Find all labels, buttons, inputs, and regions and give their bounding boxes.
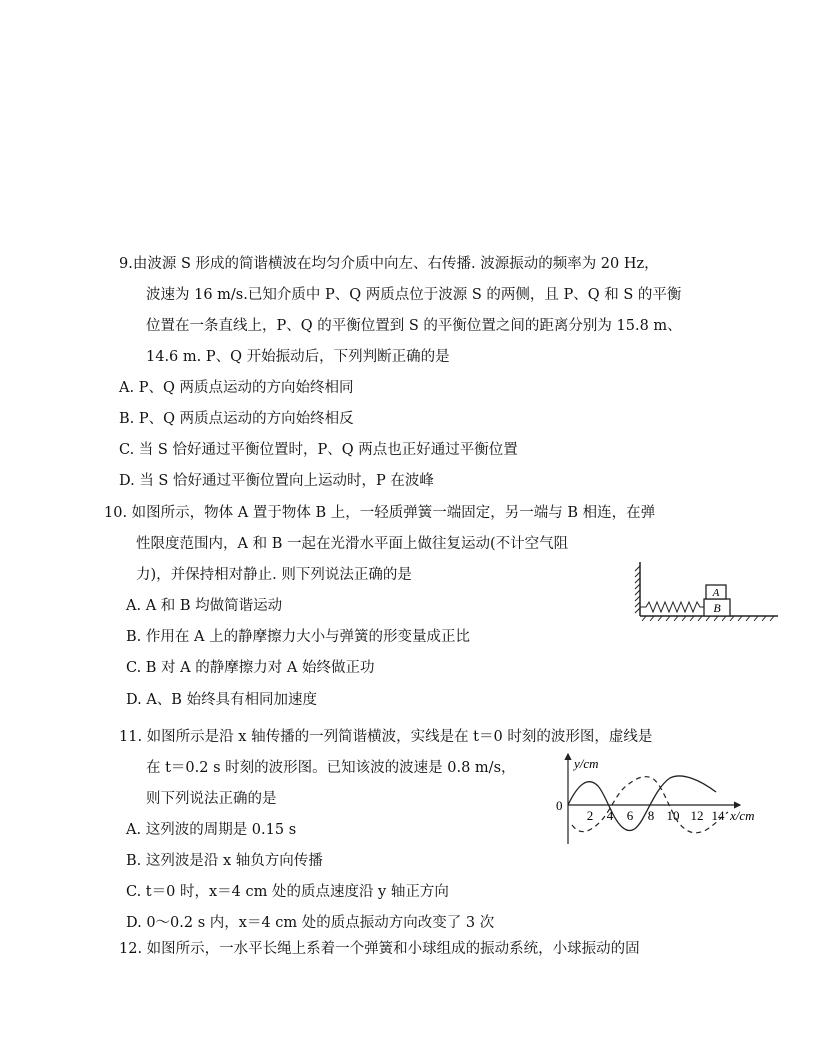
q11-option-a: A. 这列波的周期是 0.15 s xyxy=(126,822,297,838)
x-tick-label: 4 xyxy=(606,808,614,823)
q12-stem-line-1: 12. 如图所示，一水平长绳上系着一个弹簧和小球组成的振动系统，小球振动的固 xyxy=(119,941,640,957)
x-tick-label: 14 xyxy=(711,808,725,823)
q11-stem-line-2: 在 t＝0.2 s 时刻的波形图。已知该波的波速是 0.8 m/s， xyxy=(146,760,516,776)
spring xyxy=(640,602,704,612)
origin-label: 0 xyxy=(556,798,563,813)
q10-stem-line-3: 力)，并保持相对静止. 则下列说法正确的是 xyxy=(136,567,412,583)
q9-stem-line-2: 波速为 16 m/s.已知介质中 P、Q 两质点位于波源 S 的两侧，且 P、Q 和 S 的平衡 xyxy=(146,287,682,303)
q11-wave-graph xyxy=(550,750,772,846)
q10-option-d: D. A、B 始终具有相同加速度 xyxy=(126,692,318,708)
x-axis-label: x/cm xyxy=(730,808,755,823)
q11-stem-line-3: 则下列说法正确的是 xyxy=(146,791,277,807)
q9-stem-line-4: 14.6 m. P、Q 开始振动后，下列判断正确的是 xyxy=(146,349,450,365)
x-tick-label: 12 xyxy=(690,808,704,823)
q9-option-d: D. 当 S 恰好通过平衡位置向上运动时，P 在波峰 xyxy=(119,473,434,489)
q9-stem-line-3: 位置在一条直线上，P、Q 的平衡位置到 S 的平衡位置之间的距离分别为 15.8 m、 xyxy=(146,318,682,334)
q11-option-c: C. t＝0 时，x＝4 cm 处的质点速度沿 y 轴正方向 xyxy=(126,884,449,900)
block-a-label: A xyxy=(712,587,720,599)
q10-stem-line-1: 10. 如图所示，物体 A 置于物体 B 上，一轻质弹簧一端固定，另一端与 B 相连，在弹 xyxy=(104,505,656,521)
q11-option-d: D. 0～0.2 s 内，x＝4 cm 处的质点振动方向改变了 3 次 xyxy=(126,915,495,931)
q11-option-b: B. 这列波是沿 x 轴负方向传播 xyxy=(126,853,323,869)
q9-option-b: B. P、Q 两质点运动的方向始终相反 xyxy=(119,411,354,427)
y-axis-label: y/cm xyxy=(574,756,599,771)
x-tick-label: 6 xyxy=(626,808,634,823)
q10-option-a: A. A 和 B 均做简谐运动 xyxy=(126,598,283,614)
q10-stem-line-2: 性限度范围内，A 和 B 一起在光滑水平面上做往复运动(不计空气阻 xyxy=(136,536,569,552)
x-tick-label: 2 xyxy=(586,808,594,823)
x-tick-label: 8 xyxy=(647,808,655,823)
q10-option-c: C. B 对 A 的静摩擦力对 A 始终做正功 xyxy=(126,660,375,676)
q10-option-b: B. 作用在 A 上的静摩擦力大小与弹簧的形变量成正比 xyxy=(126,629,471,645)
q9-option-c: C. 当 S 恰好通过平衡位置时，P、Q 两点也正好通过平衡位置 xyxy=(119,442,518,458)
q9-stem-line-1: 9.由波源 S 形成的简谐横波在均匀介质中向左、右传播. 波源振动的频率为 20 Hz， xyxy=(119,256,659,272)
q9-option-a: A. P、Q 两质点运动的方向始终相同 xyxy=(119,380,354,396)
q10-spring-block-figure xyxy=(630,558,780,622)
block-b-label: B xyxy=(713,601,721,615)
q11-stem-line-1: 11. 如图所示是沿 x 轴传播的一列简谐横波，实线是在 t＝0 时刻的波形图，虚线是 xyxy=(119,729,653,745)
x-tick-label: 10 xyxy=(666,808,680,823)
